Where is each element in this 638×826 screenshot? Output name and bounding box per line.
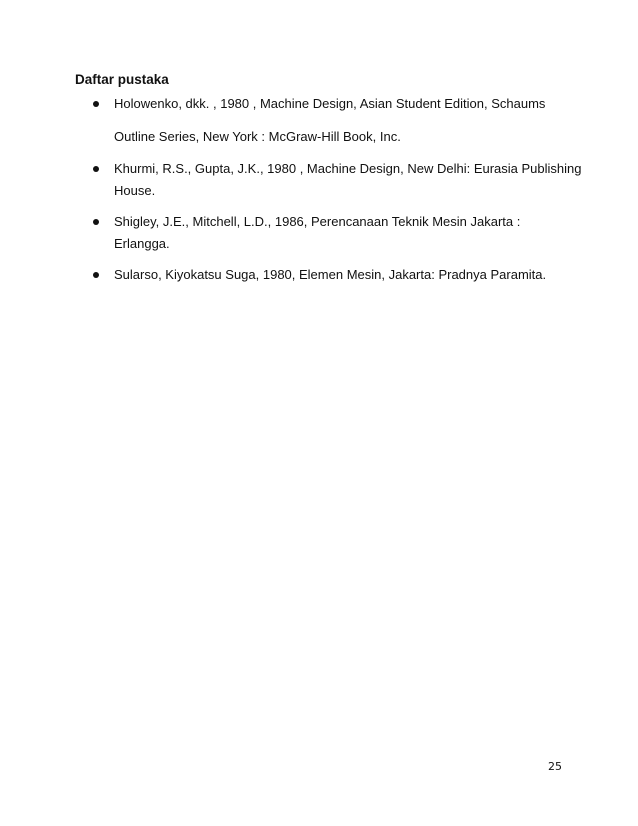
bullet-icon — [93, 166, 99, 172]
section-heading: Daftar pustaka — [75, 72, 169, 87]
bullet-icon — [93, 219, 99, 225]
reference-line: Erlangga. — [114, 236, 170, 251]
reference-line: Khurmi, R.S., Gupta, J.K., 1980 , Machine Design, New Delhi: Eurasia Publishing — [114, 161, 582, 176]
reference-line: Outline Series, New York : McGraw-Hill Book, Inc. — [114, 129, 401, 144]
page-number: 25 — [548, 760, 562, 773]
bullet-icon — [93, 101, 99, 107]
reference-line: Holowenko, dkk. , 1980 , Machine Design, Asian Student Edition, Schaums — [114, 96, 546, 111]
reference-line: Sularso, Kiyokatsu Suga, 1980, Elemen Mesin, Jakarta: Pradnya Paramita. — [114, 267, 547, 282]
bullet-icon — [93, 272, 99, 278]
reference-line: House. — [114, 183, 156, 198]
reference-line: Shigley, J.E., Mitchell, L.D., 1986, Perencanaan Teknik Mesin Jakarta : — [114, 214, 521, 229]
